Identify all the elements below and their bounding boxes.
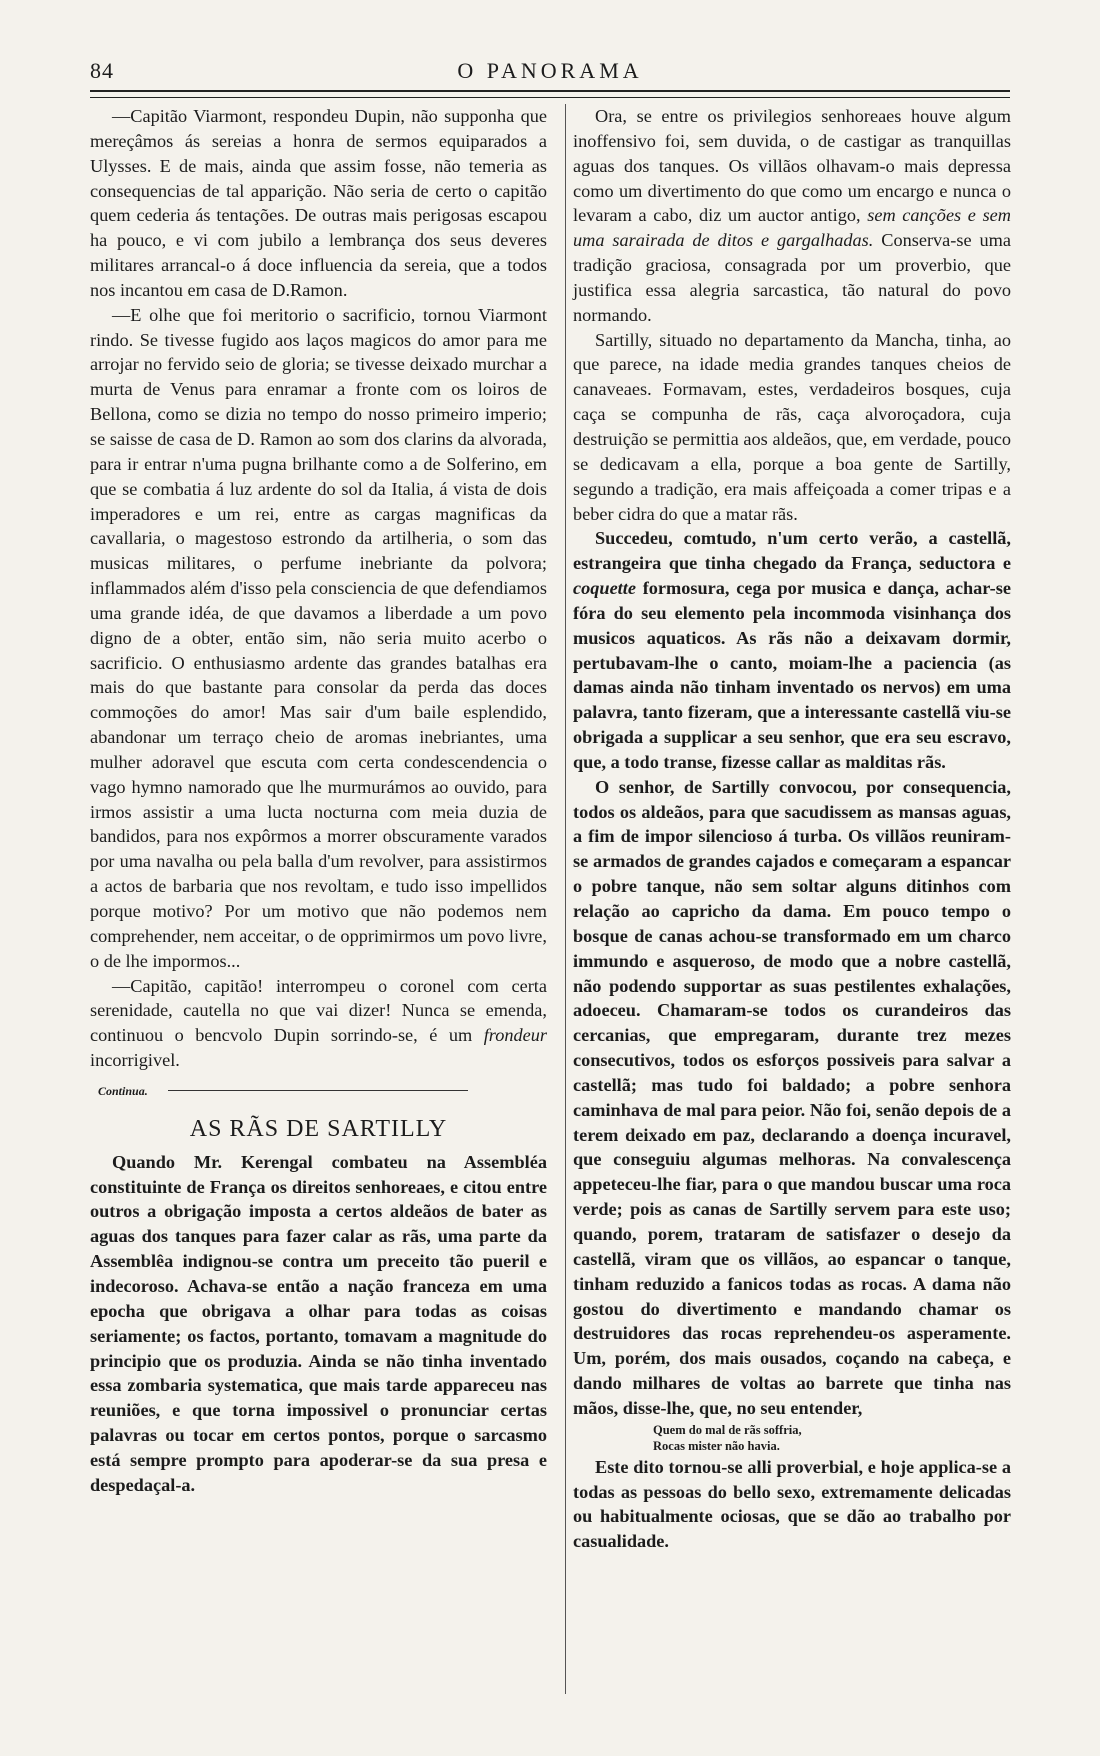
continua-rule xyxy=(168,1090,468,1091)
dialogue-paragraph xyxy=(90,974,547,1073)
article-paragraph: Quando Mr. Kerengal combateu na Assembléa constituinte de França os direitos senhoreaes, e citou entre outros a obrigação imposta a certos aldeãos de bater as aguas dos tanques para fazer calar as rãs, uma parte da Assemblêa indignou-se contra um preceito tão pueril e indecoroso. Achava-se então a nação franceza em uma epocha que obrigava a olhar para todas as coisas seriamente; os factos, portanto, tomavam a magnitude do principio que os produzia. Ainda se não tinha inventado essa zombaria systematica, que mais tarde appareceu nas reuniões, e que torna impossivel o pronunciar certas palavras ou tocar em certos pontos, porque o sarcasmo está sempre prompto para apoderar-se da sua presa e despedaçal-a. xyxy=(90,1151,547,1495)
dialogue-text: —Capitão, capitão! interrompeu o coronel com certa serenidade, cautella no que vai dizer! Nunca se emenda, continuou o bencvolo Dupin sorrindo-se, é um xyxy=(90,975,547,1046)
article-body-left xyxy=(90,1150,547,1498)
right-column xyxy=(573,104,1011,1554)
dialogue-paragraph: —E olhe que foi meritorio o sacrificio, tornou Viarmont rindo. Se tivesse fugido aos laços magicos do amor para me arrojar no fervido seio de gloria; se tivesse deixado murchar a murta de Venus para enramar a fronte com os loiros de Bellona, como se dizia no tempo do nosso primeiro imperio; se saisse de casa de D. Ramon ao som dos clarins da alvorada, para ir entrar n'uma pugna brilhante como a de Solferino, em que se combatia á luz ardente do sol da Italia, á vista de dois imperadores e um rei, entre as cargas magnificas da cavallaria, o magestoso estrondo da artilheria, o som das musicas militares, o perfume inebriante da polvora; inflammados além d'isso pela consciencia de que defendiamos uma grande idéa, de que davamos a liberdade a um povo digno de a obter, então sim, não seria muito acerbo o sacrificio. O enthusiasmo ardente das grandes batalhas era mais do que bastante para consolar da perda das doces commoções do amor! Mas sair d'um baile esplendido, abandonar um terraço cheio de aromas inebriantes, uma mulher adoravel que escuta com certa condescendencia o vago hymno namorado que lhe murmurámos ao ouvido, para irmos assistir a uma lucta nocturna com meia duzia de bandidos, para nos expôrmos a morrer obscuramente varados por uma navalha ou pela balla d'um revolver, para assistirmos a actos de barbaria que nos revoltam, e tudo isso impellidos porque motivo? Por um motivo que não podemos nem comprehender, nem acceitar, o de opprimirmos um povo livre, o de lhe impormos... xyxy=(90,304,547,971)
journal-title: O PANORAMA xyxy=(457,58,643,83)
italic-word: frondeur xyxy=(483,1025,548,1046)
article-paragraph: Sartilly, situado no departamento da Mancha, tinha, ao que parece, na idade media grandes tanques cheios de canaveaes. Formavam, estes, verdadeiros bosques, cuja caça se compunha de rãs, caça alvoroçadora, cuja destruição se permittia aos aldeãos, que, em verdade, pouco se dedicavam a ella, porque a boa gente de Sartilly, segundo a tradição, era mais affeiçoada a comer tripas e a beber cidra do que a matar rãs. xyxy=(573,329,1011,524)
article-title: AS RÃS DE SARTILLY xyxy=(189,1115,448,1142)
verse-line: Quem do mal de rãs soffria, xyxy=(653,1422,802,1437)
article-paragraph xyxy=(573,526,1011,774)
italic-phrase: sem canções e sem uma sarairada de ditos e gargalhadas. xyxy=(573,205,1011,251)
page-number: 84 xyxy=(90,58,114,83)
left-column xyxy=(90,104,547,1498)
header-rule xyxy=(90,90,1010,98)
column-divider xyxy=(565,104,566,1694)
page-header xyxy=(90,56,1010,90)
paragraph-text: Succedeu, comtudo, n'um certo verão, a castellã, estrangeira que tinha chegado da França, seductora e xyxy=(573,528,1011,574)
paragraph-text: formosura, cega por musica e dança, achar-se fóra do seu elemento pela incommoda visinhança dos musicos aquaticos. As rãs não a deixavam dormir, pertubavam-lhe o canto, moiam-lhe a paciencia (as damas ainda não tinham inventado os nervos) em uma palavra, tanto fizeram, que a interessante castellã viu-se obrigada a supplicar a seu senhor, que era seu escravo, que, a todo transe, fizesse callar as malditas rãs. xyxy=(573,578,1011,772)
continua-note xyxy=(98,1079,547,1101)
verse-line: Rocas mister não havia. xyxy=(653,1438,780,1453)
continua-label: Continua. xyxy=(98,1083,148,1098)
article-paragraph xyxy=(573,104,1011,328)
paragraph-text: Ora, se entre os privilegios senhoreaes houve algum inoffensivo foi, sem duvida, o de castigar as tranquillas aguas dos tanques. Os villãos olhavam-o mais depressa como um divertimento do que como um encargo e nunca o levaram a cabo, diz um auctor antigo, xyxy=(573,106,1011,226)
article-paragraph: Este dito tornou-se alli proverbial, e hoje applica-se a todas as pessoas do bello sexo, extremamente delicadas ou habitualmente ociosas, que se dão ao trabalho por casualidade. xyxy=(573,1456,1011,1552)
dialogue-paragraph: —Capitão Viarmont, respondeu Dupin, não supponha que mereçâmos ás sereias a honra de sermos equiparados a Ulysses. E de mais, ainda que assim fosse, não temeria as consequencias de tal apparição. Não seria de certo o capitão quem cederia ás tentações. De outras mais perigosas escapou ha pouco, e vi com jubilo a lembrança dos seus deveres militares arrancal-o á doce influencia da sereia, que a todos nos incantou em casa de D.Ramon. xyxy=(90,106,547,300)
article-paragraph: O senhor, de Sartilly convocou, por consequencia, todos os aldeãos, para que sacudissem as mansas aguas, a fim de impor silencioso á turba. Os villãos reuniram-se armados de grandes cajados e começaram a espancar o pobre tanque, não sem soltar alguns ditinhos com relação ao capricho da dama. Em pouco tempo o bosque de canas achou-se transformado em um charco immundo e asqueroso, de modo que a nobre castellã, não podendo supportar as suas pestilentes exhalações, adoeceu. Chamaram-se todos os curandeiros das cercanias, que empregaram, durante trez mezes consecutivos, todos os esforços possiveis para salvar a castellã; mas tudo foi baldado; a pobre senhora caminhava de mal para peior. Não foi, senão depois de a terem deixado em paz, declarando a doença incuravel, que conseguiu algumas melhoras. Na convalescença appeteceu-lhe fiar, para o que mandou buscar uma roca verde; pois as canas de Sartilly servem para este uso; quando, porem, trataram de satisfazer o desejo da castellã, viram que os villãos, ao espancar o tanque, tinham reduzido a fanicos todas as rocas. A dama não gostou do divertimento e mandando chamar os destruidores das rocas reprehendeu-os asperamente. Um, porém, dos mais ousados, coçando na cabeça, e dando milhares de voltas ao barrete que tinha nas mãos, disse-lhe, que, no seu entender, xyxy=(573,776,1011,1418)
dialogue-tail: incorrigivel. xyxy=(90,1050,180,1071)
italic-word: coquette xyxy=(573,578,636,599)
article-body-right xyxy=(573,526,1011,1554)
paragraph-text: Conserva-se uma tradição graciosa, consagrada por um proverbio, que justifica essa alegria sarcastica, tão natural do povo normando. xyxy=(573,230,1011,325)
